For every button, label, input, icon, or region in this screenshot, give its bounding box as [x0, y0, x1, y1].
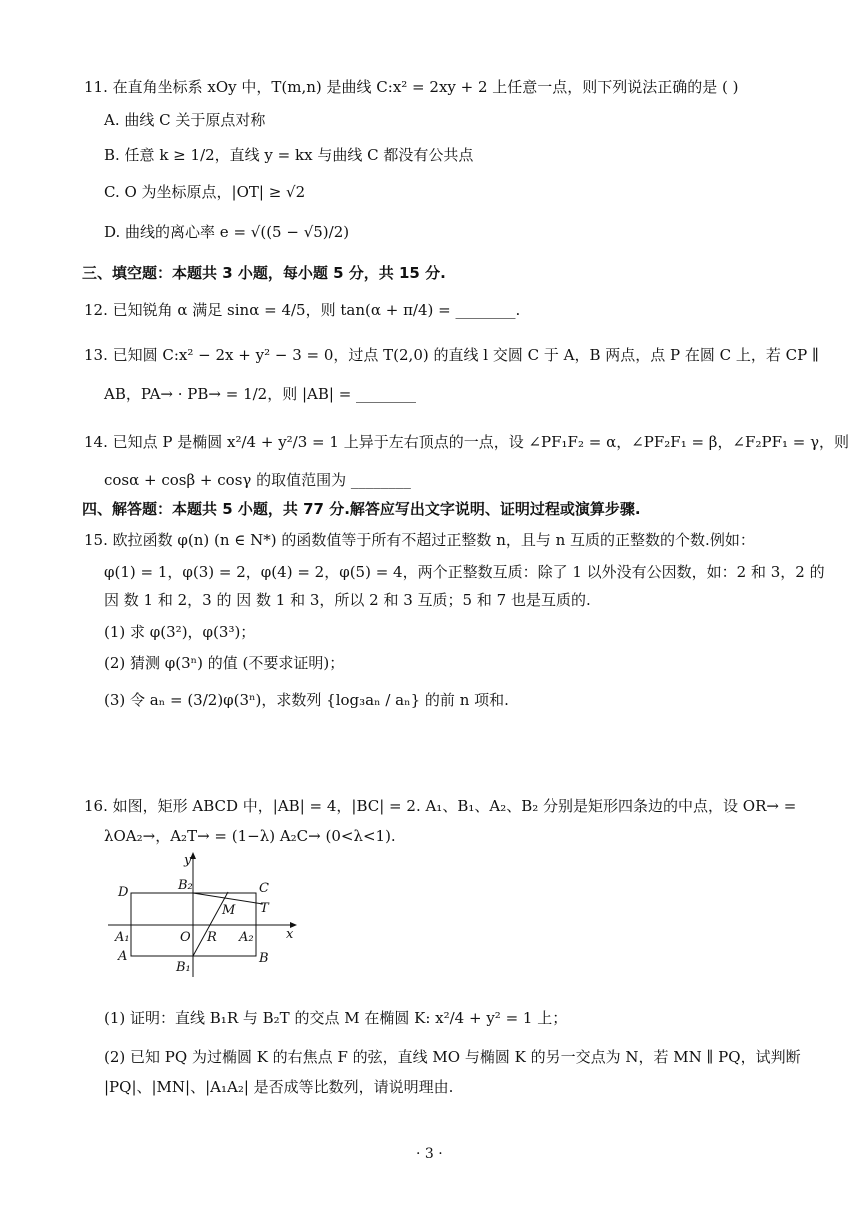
q13-line1: 13. 已知圆 C:x² − 2x + y² − 3 = 0，过点 T(2,0) 的直线 l 交圆 C 于 A，B 两点，点 P 在圆 C 上，若 CP ∥: [84, 346, 819, 364]
q14-line1: 14. 已知点 P 是椭圆 x²/4 + y²/3 = 1 上异于左右顶点的一点，设 ∠PF₁F₂ = α，∠PF₂F₁ = β，∠F₂PF₁ = γ，则: [84, 433, 850, 451]
rectangle-figure: [100, 852, 300, 982]
label-d: D: [118, 885, 129, 900]
q15-part1: (1) 求 φ(3²)，φ(3³)；: [104, 623, 256, 641]
q16-part1: (1) 证明：直线 B₁R 与 B₂T 的交点 M 在椭圆 K: x²/4 + y² = 1 上；: [104, 1009, 568, 1027]
line-b1-r: [193, 892, 228, 956]
label-b: B: [259, 951, 269, 966]
q16-part2: (2) 已知 PQ 为过椭圆 K 的右焦点 F 的弦，直线 MO 与椭圆 K 的另一交点为 N，若 MN ∥ PQ，试判断: [104, 1048, 801, 1066]
q11-option-b: B. 任意 k ≥ 1/2，直线 y = kx 与曲线 C 都没有公共点: [104, 146, 474, 164]
label-x: x: [286, 927, 294, 942]
label-r: R: [207, 930, 217, 945]
q13-line2: AB，PA→ · PB→ = 1/2，则 |AB| = ________: [104, 385, 417, 403]
q16-line2: λOA₂→，A₂T→ = (1−λ) A₂C→ (0<λ<1).: [104, 827, 396, 845]
q15-line2: φ(1) = 1，φ(3) = 2，φ(4) = 2，φ(5) = 4，两个正整数互质：除了 1 以外没有公因数，如：2 和 3，2 的: [104, 563, 825, 581]
q12: 12. 已知锐角 α 满足 sinα = 4/5，则 tan(α + π/4) = ________.: [84, 301, 521, 319]
label-a2: A₂: [239, 930, 254, 945]
label-y: y: [184, 853, 192, 868]
label-a1: A₁: [115, 930, 130, 945]
label-o: O: [180, 930, 191, 945]
q16-line1: 16. 如图，矩形 ABCD 中，|AB| = 4，|BC| = 2. A₁、B₁、A₂、B₂ 分别是矩形四条边的中点，设 OR→ =: [84, 797, 797, 815]
q11-option-d: D. 曲线的离心率 e = √((5 − √5)/2): [104, 223, 350, 241]
q15-part2: (2) 猜测 φ(3ⁿ) 的值 (不要求证明)；: [104, 654, 345, 672]
q11-option-c: C. O 为坐标原点，|OT| ≥ √2: [104, 183, 306, 201]
label-a: A: [118, 949, 128, 964]
q16-part3: |PQ|、|MN|、|A₁A₂| 是否成等比数列，请说明理由.: [104, 1078, 454, 1096]
section-3-heading: 三、填空题：本题共 3 小题，每小题 5 分，共 15 分.: [82, 264, 446, 282]
q15-part3: (3) 令 aₙ = (3/2)φ(3ⁿ)，求数列 {log₃aₙ / aₙ} 的前 n 项和.: [104, 691, 509, 709]
label-m: M: [222, 903, 236, 918]
q15-line1: 15. 欧拉函数 φ(n) (n ∈ N*) 的函数值等于所有不超过正整数 n，且与 n 互质的正整数的个数.例如：: [84, 531, 755, 549]
q11-stem: 11. 在直角坐标系 xOy 中，T(m,n) 是曲线 C:x² = 2xy + 2 上任意一点，则下列说法正确的是 ( ): [84, 78, 739, 96]
label-t: T: [260, 901, 269, 916]
page-number: · 3 ·: [416, 1146, 443, 1162]
q11-option-a: A. 曲线 C 关于原点对称: [104, 111, 266, 129]
q15-line3: 因 数 1 和 2，3 的 因 数 1 和 3，所以 2 和 3 互质；5 和 7 也是互质的.: [104, 591, 591, 609]
q14-line2: cosα + cosβ + cosγ 的取值范围为 ________: [104, 471, 411, 489]
section-4-heading: 四、解答题：本题共 5 小题，共 77 分.解答应写出文字说明、证明过程或演算步骤.: [82, 500, 641, 518]
label-b2: B₂: [178, 878, 193, 893]
label-c: C: [259, 881, 269, 896]
label-b1: B₁: [176, 960, 191, 975]
